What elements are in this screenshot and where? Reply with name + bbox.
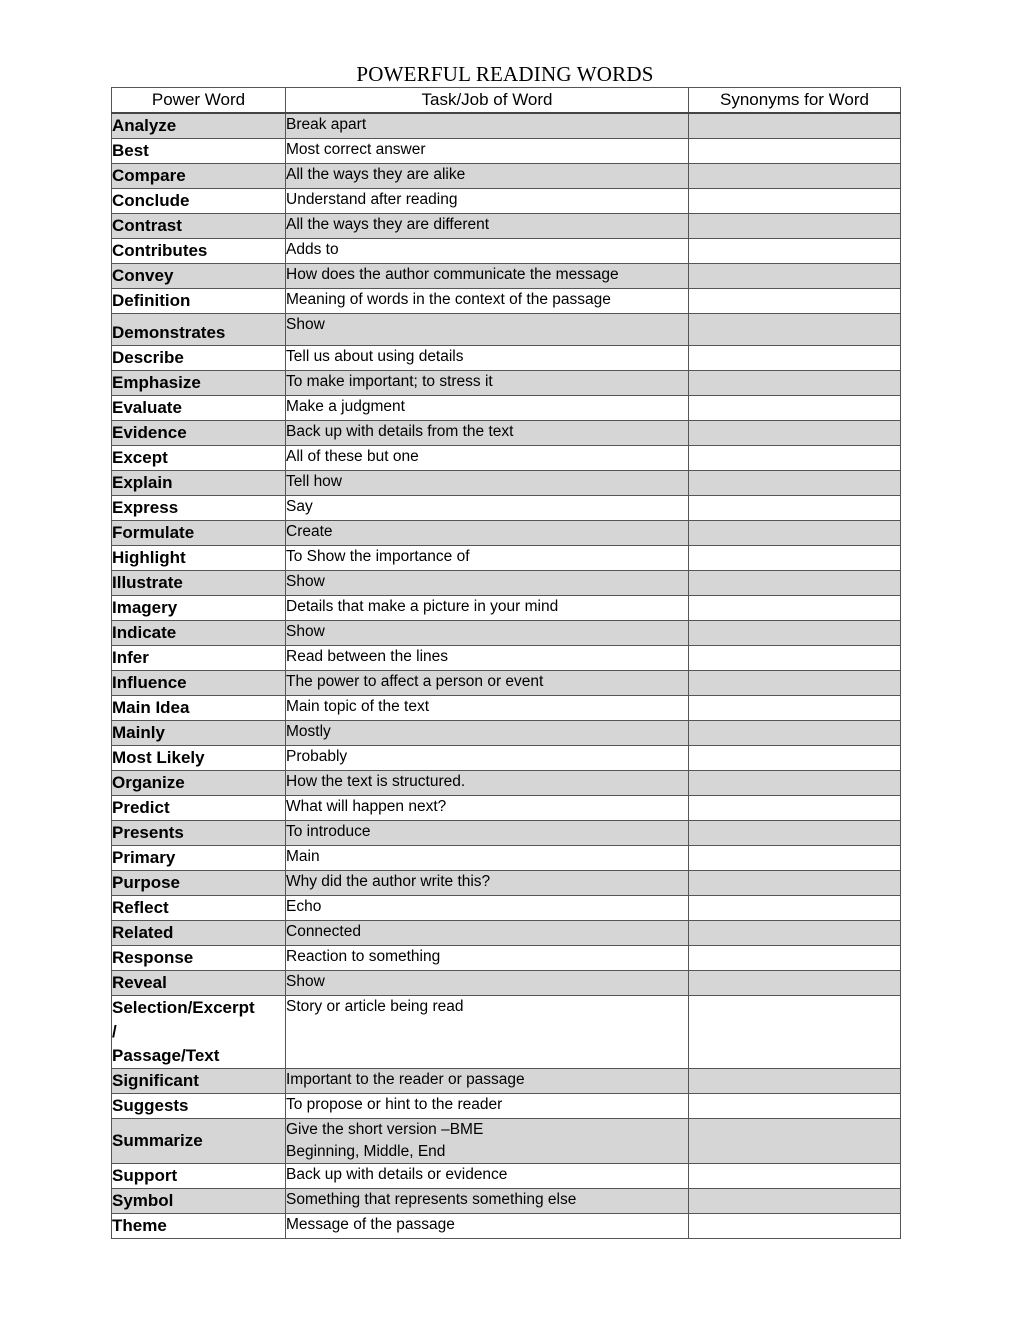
task-cell: To introduce	[286, 821, 689, 846]
task-cell: The power to affect a person or event	[286, 671, 689, 696]
power-word-cell: Support	[112, 1164, 286, 1189]
synonym-cell[interactable]	[689, 496, 901, 521]
power-word-cell: Best	[112, 139, 286, 164]
synonym-cell[interactable]	[689, 139, 901, 164]
task-cell: Back up with details from the text	[286, 421, 689, 446]
power-word-cell: Main Idea	[112, 696, 286, 721]
table-row	[112, 1214, 901, 1239]
power-word-cell: Imagery	[112, 596, 286, 621]
task-cell: To propose or hint to the reader	[286, 1094, 689, 1119]
task-cell: How the text is structured.	[286, 771, 689, 796]
task-cell: Mostly	[286, 721, 689, 746]
power-word-cell: Mainly	[112, 721, 286, 746]
synonym-cell[interactable]	[689, 396, 901, 421]
synonym-cell[interactable]	[689, 1119, 901, 1164]
power-word-cell: Infer	[112, 646, 286, 671]
table-row	[112, 771, 901, 796]
synonym-cell[interactable]	[689, 521, 901, 546]
power-word-cell: Indicate	[112, 621, 286, 646]
power-word-cell: Conclude	[112, 189, 286, 214]
table-row	[112, 896, 901, 921]
synonym-cell[interactable]	[689, 871, 901, 896]
table-row	[112, 1189, 901, 1214]
table-row	[112, 521, 901, 546]
table-row	[112, 571, 901, 596]
synonym-cell[interactable]	[689, 971, 901, 996]
synonym-cell[interactable]	[689, 596, 901, 621]
power-word-cell: Influence	[112, 671, 286, 696]
table-row	[112, 821, 901, 846]
synonym-cell[interactable]	[689, 113, 901, 139]
synonym-cell[interactable]	[689, 796, 901, 821]
task-cell: Show	[286, 971, 689, 996]
task-cell: Probably	[286, 746, 689, 771]
task-cell: To make important; to stress it	[286, 371, 689, 396]
table-row	[112, 164, 901, 189]
synonym-cell[interactable]	[689, 164, 901, 189]
power-word-cell: Selection/Excerpt / Passage/Text	[112, 996, 286, 1069]
synonym-cell[interactable]	[689, 264, 901, 289]
synonym-cell[interactable]	[689, 721, 901, 746]
task-cell: Why did the author write this?	[286, 871, 689, 896]
document-title: POWERFUL READING WORDS	[356, 62, 654, 86]
synonym-cell[interactable]	[689, 921, 901, 946]
table-row	[112, 496, 901, 521]
power-word-cell: Symbol	[112, 1189, 286, 1214]
table-row	[112, 596, 901, 621]
task-cell: Read between the lines	[286, 646, 689, 671]
table-row	[112, 189, 901, 214]
power-word-cell: Related	[112, 921, 286, 946]
synonym-cell[interactable]	[689, 846, 901, 871]
synonym-cell[interactable]	[689, 289, 901, 314]
synonym-cell[interactable]	[689, 571, 901, 596]
task-cell: Important to the reader or passage	[286, 1069, 689, 1094]
power-word-cell: Formulate	[112, 521, 286, 546]
synonym-cell[interactable]	[689, 314, 901, 346]
table-body	[112, 113, 901, 1239]
task-cell: Give the short version –BME Beginning, Middle, End	[286, 1119, 689, 1164]
power-word-cell: Predict	[112, 796, 286, 821]
task-cell: All of these but one	[286, 446, 689, 471]
synonym-cell[interactable]	[689, 771, 901, 796]
synonym-cell[interactable]	[689, 471, 901, 496]
power-word-cell: Demonstrates	[112, 314, 286, 346]
power-word-cell: Evidence	[112, 421, 286, 446]
power-word-cell: Convey	[112, 264, 286, 289]
table-row	[112, 671, 901, 696]
power-word-cell: Definition	[112, 289, 286, 314]
synonym-cell[interactable]	[689, 421, 901, 446]
task-cell: Create	[286, 521, 689, 546]
task-cell: Message of the passage	[286, 1214, 689, 1239]
power-word-cell: Reveal	[112, 971, 286, 996]
task-cell: To Show the importance of	[286, 546, 689, 571]
power-word-cell: Compare	[112, 164, 286, 189]
power-word-cell: Primary	[112, 846, 286, 871]
table-row	[112, 946, 901, 971]
table-row	[112, 871, 901, 896]
power-word-cell: Illustrate	[112, 571, 286, 596]
task-cell: Understand after reading	[286, 189, 689, 214]
task-cell: Most correct answer	[286, 139, 689, 164]
table-row	[112, 971, 901, 996]
task-cell: Something that represents something else	[286, 1189, 689, 1214]
table-row	[112, 446, 901, 471]
power-word-cell: Response	[112, 946, 286, 971]
power-word-cell: Express	[112, 496, 286, 521]
header-power-word: Power Word	[112, 88, 286, 114]
table-row	[112, 264, 901, 289]
synonym-cell[interactable]	[689, 996, 901, 1069]
table-header-row	[112, 88, 901, 114]
table-row	[112, 396, 901, 421]
table-row	[112, 546, 901, 571]
synonym-cell[interactable]	[689, 646, 901, 671]
power-word-cell: Organize	[112, 771, 286, 796]
task-cell: Main topic of the text	[286, 696, 689, 721]
table-row	[112, 346, 901, 371]
task-cell: All the ways they are different	[286, 214, 689, 239]
table-row	[112, 621, 901, 646]
task-cell: Echo	[286, 896, 689, 921]
task-cell: Make a judgment	[286, 396, 689, 421]
task-cell: What will happen next?	[286, 796, 689, 821]
table-row	[112, 214, 901, 239]
power-word-cell: Summarize	[112, 1119, 286, 1164]
table-row	[112, 921, 901, 946]
table-row	[112, 1069, 901, 1094]
power-word-cell: Explain	[112, 471, 286, 496]
synonym-cell[interactable]	[689, 746, 901, 771]
synonym-cell[interactable]	[689, 371, 901, 396]
power-word-cell: Describe	[112, 346, 286, 371]
task-cell: Reaction to something	[286, 946, 689, 971]
power-words-table	[111, 87, 901, 1239]
synonym-cell[interactable]	[689, 1069, 901, 1094]
synonym-cell[interactable]	[689, 1164, 901, 1189]
synonym-cell[interactable]	[689, 346, 901, 371]
table-row	[112, 371, 901, 396]
power-word-cell: Analyze	[112, 113, 286, 139]
task-cell: All the ways they are alike	[286, 164, 689, 189]
table-row	[112, 314, 901, 346]
task-cell: Main	[286, 846, 689, 871]
task-cell: Back up with details or evidence	[286, 1164, 689, 1189]
synonym-cell[interactable]	[689, 446, 901, 471]
synonym-cell[interactable]	[689, 214, 901, 239]
power-word-cell: Except	[112, 446, 286, 471]
synonym-cell[interactable]	[689, 896, 901, 921]
power-word-cell: Emphasize	[112, 371, 286, 396]
task-cell: Connected	[286, 921, 689, 946]
synonym-cell[interactable]	[689, 546, 901, 571]
header-synonyms: Synonyms for Word	[689, 88, 901, 114]
synonym-cell[interactable]	[689, 239, 901, 264]
power-word-cell: Purpose	[112, 871, 286, 896]
power-word-cell: Contributes	[112, 239, 286, 264]
synonym-cell[interactable]	[689, 621, 901, 646]
table-row	[112, 696, 901, 721]
table-row	[112, 113, 901, 139]
power-word-cell: Significant	[112, 1069, 286, 1094]
table-row	[112, 996, 901, 1069]
task-cell: Show	[286, 621, 689, 646]
power-word-cell: Most Likely	[112, 746, 286, 771]
task-cell: How does the author communicate the message	[286, 264, 689, 289]
synonym-cell[interactable]	[689, 696, 901, 721]
table-row	[112, 471, 901, 496]
synonym-cell[interactable]	[689, 1189, 901, 1214]
power-word-cell: Presents	[112, 821, 286, 846]
table-row	[112, 1094, 901, 1119]
task-cell: Show	[286, 314, 689, 346]
table-row	[112, 139, 901, 164]
table-row	[112, 846, 901, 871]
task-cell: Adds to	[286, 239, 689, 264]
task-cell: Show	[286, 571, 689, 596]
table-row	[112, 796, 901, 821]
task-cell: Tell us about using details	[286, 346, 689, 371]
table-row	[112, 721, 901, 746]
power-word-cell: Reflect	[112, 896, 286, 921]
task-cell: Story or article being read	[286, 996, 689, 1069]
power-word-cell: Evaluate	[112, 396, 286, 421]
header-task: Task/Job of Word	[286, 88, 689, 114]
power-word-cell: Highlight	[112, 546, 286, 571]
synonym-cell[interactable]	[689, 671, 901, 696]
task-cell: Break apart	[286, 113, 689, 139]
task-cell: Meaning of words in the context of the passage	[286, 289, 689, 314]
table-row	[112, 239, 901, 264]
task-cell: Say	[286, 496, 689, 521]
table-row	[112, 1119, 901, 1164]
table-row	[112, 746, 901, 771]
power-word-cell: Contrast	[112, 214, 286, 239]
synonym-cell[interactable]	[689, 1094, 901, 1119]
synonym-cell[interactable]	[689, 821, 901, 846]
table-row	[112, 421, 901, 446]
synonym-cell[interactable]	[689, 946, 901, 971]
power-word-cell: Theme	[112, 1214, 286, 1239]
task-cell: Details that make a picture in your mind	[286, 596, 689, 621]
power-word-cell: Suggests	[112, 1094, 286, 1119]
task-cell: Tell how	[286, 471, 689, 496]
synonym-cell[interactable]	[689, 1214, 901, 1239]
table-row	[112, 646, 901, 671]
table-row	[112, 289, 901, 314]
synonym-cell[interactable]	[689, 189, 901, 214]
table-row	[112, 1164, 901, 1189]
